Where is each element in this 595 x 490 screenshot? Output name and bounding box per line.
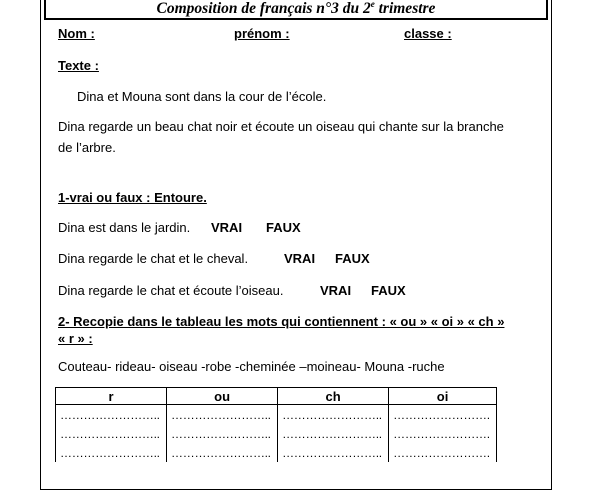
exercise1-sentence-3: Dina regarde le chat et écoute l’oiseau. <box>58 283 284 298</box>
nom-label: Nom : <box>58 26 95 41</box>
answer-blank[interactable]: …………………….. <box>278 443 389 462</box>
title-box <box>44 0 548 20</box>
answer-blank[interactable]: ……………………. <box>389 405 497 425</box>
answer-blank[interactable]: …………………….. <box>278 405 389 425</box>
answer-blank[interactable]: …………………….. <box>167 424 278 443</box>
exercise1-sentence-1: Dina est dans le jardin. <box>58 220 191 235</box>
column-header-r: r <box>56 388 167 405</box>
column-header-ch: ch <box>278 388 389 405</box>
exercise1-faux-1[interactable]: FAUX <box>266 220 301 235</box>
column-header-oi: oi <box>389 388 497 405</box>
exercise1-faux-2[interactable]: FAUX <box>335 251 370 266</box>
column-header-ou: ou <box>167 388 278 405</box>
exercise2-heading-line-2: « r » : <box>58 331 93 346</box>
table-row <box>56 405 497 425</box>
classe-label: classe : <box>404 26 452 41</box>
prenom-label: prénom : <box>234 26 290 41</box>
table-row <box>56 443 497 462</box>
exercise2-heading-line-1: 2- Recopie dans le tableau les mots qui contiennent : « ou » « oi » « ch » <box>58 314 505 329</box>
exercise1-vrai-2[interactable]: VRAI <box>284 251 316 266</box>
answer-blank[interactable]: …………………….. <box>167 405 278 425</box>
answer-blank[interactable]: …………………….. <box>56 443 167 462</box>
answer-blank[interactable]: …………………….. <box>56 405 167 425</box>
texte-heading: Texte : <box>58 58 99 73</box>
answer-blank[interactable]: …………………….. <box>56 424 167 443</box>
page-title: Composition de français n°3 du 2 <box>156 0 371 18</box>
exercise1-vrai-3[interactable]: VRAI <box>320 283 352 298</box>
exercise2-word-list: Couteau- rideau- oiseau -robe -cheminée –moineau- Mouna -ruche <box>58 359 445 374</box>
texte-paragraph-2-line-1: Dina regarde un beau chat noir et écoute un oiseau qui chante sur la branche <box>58 119 504 134</box>
texte-paragraph-2-line-2: de l’arbre. <box>58 140 116 155</box>
texte-paragraph-1: Dina et Mouna sont dans la cour de l’école. <box>77 89 327 104</box>
answer-blank[interactable]: …………………….. <box>167 443 278 462</box>
words-table <box>55 387 497 462</box>
page-title-end: trimestre <box>374 0 436 18</box>
answer-blank[interactable]: …………………….. <box>278 424 389 443</box>
table-header-row <box>56 388 497 405</box>
exercise1-faux-3[interactable]: FAUX <box>371 283 406 298</box>
table-row <box>56 424 497 443</box>
exercise1-sentence-2: Dina regarde le chat et le cheval. <box>58 251 249 266</box>
exercise1-heading: 1-vrai ou faux : Entoure. <box>58 190 207 205</box>
answer-blank[interactable]: ……………………. <box>389 443 497 462</box>
answer-blank[interactable]: ……………………. <box>389 424 497 443</box>
title-superscript: e <box>370 0 375 9</box>
exercise1-vrai-1[interactable]: VRAI <box>211 220 243 235</box>
